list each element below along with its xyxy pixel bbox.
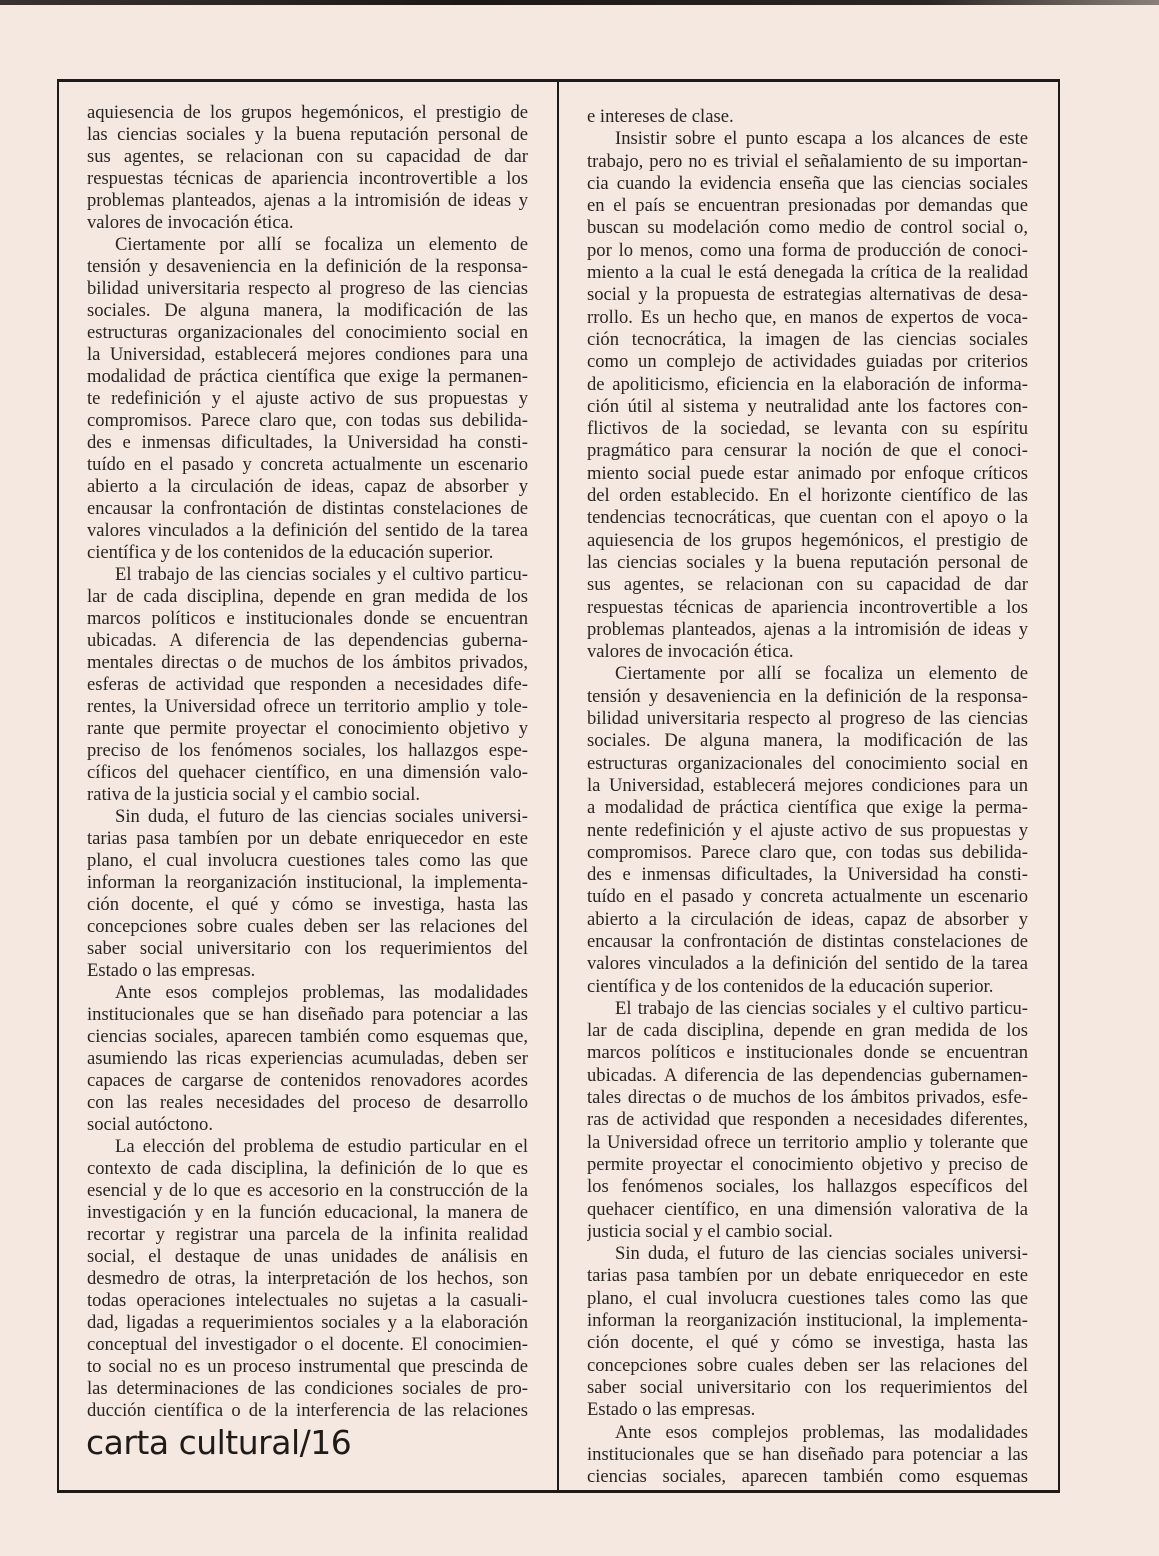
text-line: bilidad universitaria respecto al progreso de las ciencias — [587, 708, 1028, 730]
text-line: valores vinculados a la definición del sentido de la tarea — [87, 520, 528, 541]
text-line: ducción científica o de la interferencia de las relaciones — [87, 1400, 528, 1421]
text-line: flictivos de la sociedad, se levanta con su espíritu — [587, 418, 1028, 440]
paragraph — [87, 234, 528, 564]
paragraph — [87, 564, 528, 806]
text-line: institucionales que se han diseñado para potenciar a las — [87, 1004, 528, 1025]
text-line: capaces de cargarse de contenidos renovadores acordes — [87, 1070, 528, 1091]
text-line: Estado o las empresas. — [87, 960, 256, 981]
text-line: quehacer científico, en una dimensión valorativa de la — [587, 1198, 1028, 1220]
text-line: rrollo. Es un hecho que, en manos de expertos de voca- — [587, 306, 1028, 328]
text-line: Sin duda, el futuro de las ciencias sociales universi- — [115, 806, 528, 827]
text-line: ubicadas. A diferencia de las dependencias gubernamen- — [587, 1064, 1028, 1086]
text-line: plano, el cual involucra cuestiones tales como las que — [587, 1287, 1028, 1309]
text-line: tales directas o de muchos de los ámbitos privados, esfe- — [587, 1087, 1028, 1109]
text-line: contexto de cada disciplina, la definición de lo que es — [87, 1158, 528, 1179]
text-line: aquiesencia de los grupos hegemónicos, el prestigio de — [87, 102, 528, 123]
text-line: saber social universitario con los requerimientos del — [87, 938, 528, 959]
text-line: institucionales que se han diseñado para potenciar a las — [587, 1443, 1028, 1465]
text-line: con las reales necesidades del proceso de desarrollo — [87, 1092, 528, 1113]
text-line: sociales. De alguna manera, la modificación de las — [87, 300, 528, 321]
text-line: la Universidad ofrece un territorio amplio y tolerante que — [587, 1131, 1028, 1153]
text-line: social, el destaque de unas unidades de análisis en — [87, 1246, 528, 1267]
text-line: sus agentes, se relacionan con su capacidad de dar — [587, 574, 1028, 596]
text-line: buscan su modelación como medio de control social o, — [587, 217, 1028, 239]
paragraph — [587, 998, 1028, 1243]
text-line: ción docente, el qué y cómo se investiga, hasta las — [587, 1332, 1028, 1354]
text-line: científica y de los contenidos de la educación superior. — [87, 542, 494, 563]
text-line: social autóctono. — [87, 1114, 213, 1135]
text-line: respuestas técnicas de apariencia incontrovertible a los — [587, 596, 1028, 618]
text-line: informan la reorganización institucional, la implementa- — [587, 1310, 1028, 1332]
text-line: dad, ligadas a requerimientos sociales y a la elaboración — [87, 1312, 528, 1333]
text-line: valores de invocación ética. — [587, 641, 794, 663]
text-line: ción útil al sistema y neutralidad ante los factores con- — [587, 395, 1028, 417]
text-line: cia cuando la evidencia enseña que las ciencias sociales — [587, 172, 1028, 194]
paragraph — [587, 663, 1028, 997]
text-line: justicia social y el cambio social. — [587, 1220, 833, 1242]
text-line: tuído en el pasado y concreta actualmente un escenario — [587, 886, 1028, 908]
text-line: cíficos del quehacer científico, en una dimensión valo- — [87, 762, 528, 783]
text-line: encausar la confrontación de distintas constelaciones de — [587, 930, 1028, 952]
text-line: concepciones sobre cuales deben ser las relaciones del — [587, 1354, 1028, 1376]
text-line: marcos políticos e institucionales donde se encuentran — [87, 608, 528, 629]
scan-edge — [0, 0, 1159, 5]
text-line: abierto a la circulación de ideas, capaz de absorber y — [87, 476, 528, 497]
text-line: como un complejo de actividades guiadas por criterios — [587, 351, 1028, 373]
text-line: aquiesencia de los grupos hegemónicos, el prestigio de — [587, 529, 1028, 551]
text-line: ras de actividad que responden a necesidades diferentes, — [587, 1109, 1028, 1131]
text-line: ciencias sociales, aparecen también como esquemas que, — [87, 1026, 528, 1047]
text-line: Estado o las empresas. — [587, 1399, 756, 1421]
text-line: valores vinculados a la definición del sentido de la tarea — [587, 953, 1028, 975]
text-line: El trabajo de las ciencias sociales y el cultivo particu- — [615, 997, 1028, 1019]
text-line: des e inmensas dificultades, la Universidad ha consti- — [87, 432, 528, 453]
text-line: La elección del problema de estudio particular en el — [115, 1136, 528, 1157]
text-line: bilidad universitaria respecto al progreso de las ciencias — [87, 278, 528, 299]
paragraph — [587, 128, 1028, 663]
text-line: pragmático para censurar la noción de que el conoci- — [587, 440, 1028, 462]
text-line: de apoliticismo, eficiencia en la elaboración de informa- — [587, 373, 1028, 395]
text-line: del orden establecido. En el horizonte científico de las — [587, 485, 1028, 507]
text-line: la Universidad, establecerá mejores condiones para una — [87, 344, 528, 365]
text-line: mentales directas o de muchos de los ámbitos privados, — [87, 652, 528, 673]
text-line: las determinaciones de las condiciones sociales de pro- — [87, 1378, 528, 1399]
text-line: desmedro de otras, la interpretación de los hechos, son — [87, 1268, 528, 1289]
text-line: problemas planteados, ajenas a la intromisión de ideas y — [587, 618, 1028, 640]
text-line: ciencias sociales, aparecen también como esquemas — [587, 1466, 1028, 1488]
text-line: lar de cada disciplina, depende en gran medida de los — [87, 586, 528, 607]
text-line: permite proyectar el conocimiento objetivo y preciso de — [587, 1153, 1028, 1175]
text-line: todas operaciones intelectuales no sujetas a la casuali- — [87, 1290, 528, 1311]
text-line: sociales. De alguna manera, la modificación de las — [587, 730, 1028, 752]
text-line: concepciones sobre cuales deben ser las relaciones del — [87, 916, 528, 937]
text-line: El trabajo de las ciencias sociales y el cultivo particu- — [115, 564, 528, 585]
text-line: Sin duda, el futuro de las ciencias sociales universi- — [615, 1243, 1028, 1265]
text-line: tarias pasa tambíen por un debate enriquecedor en este — [587, 1265, 1028, 1287]
text-line: Ciertamente por allí se focaliza un elemento de — [115, 234, 528, 255]
text-line: estructuras organizacionales del conocimiento social en — [87, 322, 528, 343]
text-line: sus agentes, se relacionan con su capacidad de dar — [87, 146, 528, 167]
text-line: lar de cada disciplina, depende en gran medida de los — [587, 1020, 1028, 1042]
text-line: saber social universitario con los requerimientos del — [587, 1376, 1028, 1398]
text-line: plano, el cual involucra cuestiones tales como las que — [87, 850, 528, 871]
text-line: ubicadas. A diferencia de las dependencias guberna- — [87, 630, 528, 651]
text-line: to social no es un proceso instrumental que prescinda de — [87, 1356, 528, 1377]
text-line: des e inmensas dificultades, la Universidad ha consti- — [587, 864, 1028, 886]
text-line: asumiendo las ricas experiencias acumuladas, deben ser — [87, 1048, 528, 1069]
text-line: encausar la confrontación de distintas constelaciones de — [87, 498, 528, 519]
text-line: esferas de actividad que responden a necesidades dife- — [87, 674, 528, 695]
text-line: por lo menos, como una forma de producción de conoci- — [587, 239, 1028, 261]
text-line: compromisos. Parece claro que, con todas sus debilida- — [87, 410, 528, 431]
paragraph — [87, 1136, 528, 1422]
text-line: Ante esos complejos problemas, las modalidades — [615, 1421, 1028, 1443]
right-column — [587, 106, 1028, 1488]
text-line: estructuras organizacionales del conocimiento social en — [587, 752, 1028, 774]
text-line: rante que permite proyectar el conocimiento objetivo y — [87, 718, 528, 739]
text-line: Ante esos complejos problemas, las modalidades — [115, 982, 528, 1003]
text-line: la Universidad, establecerá mejores condiciones para un — [587, 774, 1028, 796]
text-line: ción tecnocrática, la imagen de las ciencias sociales — [587, 328, 1028, 350]
text-line: las ciencias sociales y la buena reputación personal de — [587, 551, 1028, 573]
text-line: investigación y en la función educacional, la manera de — [87, 1202, 528, 1223]
text-line: recortar y registrar una parcela de la infinita realidad — [87, 1224, 528, 1245]
text-line: te redefinición y el ajuste activo de sus propuestas y — [87, 388, 528, 409]
publication-footer: carta cultural/16 — [86, 1423, 352, 1462]
text-line: valores de invocación ética. — [87, 212, 294, 233]
text-line: rativa de la justicia social y el cambio social. — [87, 784, 421, 805]
column-divider — [557, 80, 559, 1490]
text-line: tensión y desaveniencia en la definición de la responsa- — [87, 256, 528, 277]
text-line: miento social puede estar animado por enfoque críticos — [587, 462, 1028, 484]
text-line: ción docente, el qué y cómo se investiga, hasta las — [87, 894, 528, 915]
paragraph — [587, 1422, 1028, 1489]
text-line: esencial y de lo que es accesorio en la construcción de la — [87, 1180, 528, 1201]
text-line: rentes, la Universidad ofrece un territorio amplio y tole- — [87, 696, 528, 717]
text-line: respuestas técnicas de apariencia incontrovertible a los — [87, 168, 528, 189]
text-line: preciso de los fenómenos sociales, los hallazgos espe- — [87, 740, 528, 761]
paragraph — [587, 1243, 1028, 1421]
text-line: nente redefinición y el ajuste activo de sus propuestas y — [587, 819, 1028, 841]
text-line: compromisos. Parece claro que, con todas sus debilida- — [587, 841, 1028, 863]
text-line: científica y de los contenidos de la educación superior. — [587, 975, 994, 997]
text-line: tarias pasa tambíen por un debate enriquecedor en este — [87, 828, 528, 849]
paragraph — [587, 106, 1028, 128]
text-line: a modalidad de práctica científica que exige la perma- — [587, 797, 1028, 819]
text-line: e intereses de clase. — [587, 106, 734, 127]
text-line: trabajo, pero no es trivial el señalamiento de su importan- — [587, 150, 1028, 172]
text-line: en el país se encuentran presionadas por demandas que — [587, 195, 1028, 217]
text-line: informan la reorganización institucional, la implementa- — [87, 872, 528, 893]
text-line: los fenómenos sociales, los hallazgos específicos del — [587, 1176, 1028, 1198]
text-line: Insistir sobre el punto escapa a los alcances de este — [615, 128, 1028, 150]
paragraph — [87, 806, 528, 982]
text-line: modalidad de práctica científica que exige la permanen- — [87, 366, 528, 387]
text-line: marcos políticos e institucionales donde se encuentran — [587, 1042, 1028, 1064]
text-line: problemas planteados, ajenas a la intromisión de ideas y — [87, 190, 528, 211]
paragraph — [87, 982, 528, 1136]
text-line: tensión y desaveniencia en la definición de la responsa- — [587, 685, 1028, 707]
text-line: tuído en el pasado y concreta actualmente un escenario — [87, 454, 528, 475]
text-line: conceptual del investigador o el docente. El conocimien- — [87, 1334, 528, 1355]
text-line: miento a la cual le está denegada la crítica de la realidad — [587, 262, 1028, 284]
text-line: Ciertamente por allí se focaliza un elemento de — [615, 663, 1028, 685]
paragraph — [87, 102, 528, 234]
text-line: tendencias tecnocráticas, que cuentan con el apoyo o la — [587, 507, 1028, 529]
text-line: las ciencias sociales y la buena reputación personal de — [87, 124, 528, 145]
text-line: abierto a la circulación de ideas, capaz de absorber y — [587, 908, 1028, 930]
text-line: social y la propuesta de estrategias alternativas de desa- — [587, 284, 1028, 306]
left-column — [87, 102, 528, 1422]
